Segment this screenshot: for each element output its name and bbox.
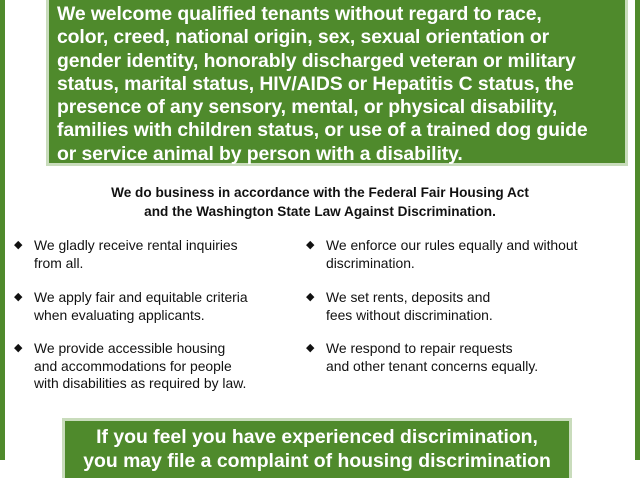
diamond-bullet-icon: ◆ xyxy=(306,342,315,354)
complaint-line-2: you may file a complaint of housing discrimination xyxy=(83,449,551,472)
bullet-text xyxy=(326,289,493,324)
diamond-bullet-icon: ◆ xyxy=(306,291,315,303)
complaint-line-1: If you feel you have experienced discrimination, xyxy=(96,426,538,448)
nondiscrimination-notice-text xyxy=(57,3,617,166)
notice-line: presence of any sensory, mental, or physical disability, xyxy=(57,96,558,119)
bullet-rental-inquiries xyxy=(14,237,238,272)
bullet-line: We respond to repair requests xyxy=(326,340,513,356)
bullet-accessible-housing xyxy=(14,340,246,393)
bullet-line: and accommodations for people xyxy=(34,357,232,374)
bullet-line: We apply fair and equitable criteria xyxy=(34,289,248,305)
notice-line: color, creed, national origin, sex, sexual orientation or xyxy=(57,26,550,49)
bullet-line: when evaluating applicants. xyxy=(34,306,205,323)
notice-line: families with children status, or use of a trained dog guide xyxy=(57,119,588,142)
notice-line: or service animal by person with a disability. xyxy=(57,142,463,165)
bullet-line: We provide accessible housing xyxy=(34,340,226,356)
diamond-bullet-icon: ◆ xyxy=(14,342,23,354)
notice-line: gender identity, honorably discharged veteran or military xyxy=(57,49,576,72)
bullet-line: fees without discrimination. xyxy=(326,306,493,323)
complaint-notice-box xyxy=(62,418,572,478)
bullet-enforce-rules xyxy=(306,237,577,272)
nondiscrimination-notice-box xyxy=(46,0,628,166)
compliance-line-2: and the Washington State Law Against Discrimination. xyxy=(144,204,496,219)
left-green-border xyxy=(0,0,5,460)
bullet-rents-deposits xyxy=(306,289,493,324)
diamond-bullet-icon: ◆ xyxy=(14,239,23,251)
bullet-fair-criteria xyxy=(14,289,248,324)
notice-line: status, marital status, HIV/AIDS or Hepatitis C status, the xyxy=(57,72,574,95)
bullet-line: We set rents, deposits and xyxy=(326,289,491,305)
bullet-text xyxy=(326,237,577,272)
bullet-line: with disabilities as required by law. xyxy=(34,375,247,392)
diamond-bullet-icon: ◆ xyxy=(14,291,23,303)
bullet-text xyxy=(34,237,238,272)
bullet-text xyxy=(34,289,248,324)
bullet-text xyxy=(326,340,538,375)
bullet-line: and other tenant concerns equally. xyxy=(326,357,539,374)
bullet-line: We gladly receive rental inquiries xyxy=(34,237,238,253)
compliance-line-1: We do business in accordance with the Federal Fair Housing Act xyxy=(111,185,529,200)
fair-housing-compliance-statement xyxy=(0,183,640,221)
diamond-bullet-icon: ◆ xyxy=(306,239,315,251)
notice-line: We welcome qualified tenants without regard to race, xyxy=(57,3,542,25)
bullet-line: We enforce our rules equally and without xyxy=(326,237,578,253)
bullet-repair-requests xyxy=(306,340,538,375)
bullet-line: discrimination. xyxy=(326,254,415,271)
right-green-border xyxy=(635,0,640,460)
bullet-text xyxy=(34,340,246,393)
bullet-line: from all. xyxy=(34,254,84,271)
